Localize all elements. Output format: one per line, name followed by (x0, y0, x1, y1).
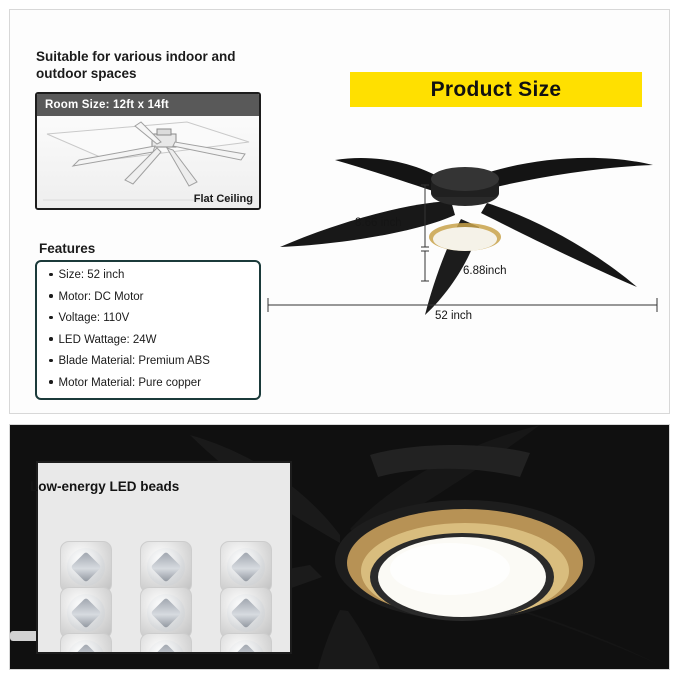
product-size-banner (350, 72, 642, 107)
bottom-panel (9, 424, 670, 670)
feature-text: Motor Material: Pure copper (58, 376, 202, 389)
list-item (49, 378, 249, 390)
led-bead (220, 587, 272, 639)
led-bead (60, 541, 112, 593)
list-item (49, 292, 249, 304)
led-bead (220, 541, 272, 593)
list-item (49, 356, 249, 368)
bullet-icon (49, 316, 53, 320)
led-bead (140, 587, 192, 639)
led-bead (220, 633, 272, 654)
banner-label: Product Size (430, 77, 562, 101)
feature-text: LED Wattage: 24W (58, 333, 157, 346)
depth-dimension-label: 6.88inch (463, 265, 507, 277)
led-bead-grid (54, 541, 278, 654)
list-item (49, 313, 249, 325)
feature-text: Blade Material: Premium ABS (58, 355, 210, 367)
led-bead (60, 587, 112, 639)
list-item (49, 270, 249, 282)
feature-text: Voltage: 110V (58, 312, 130, 324)
room-size-card (35, 92, 261, 210)
feature-text: Size: 52 inch (58, 269, 125, 281)
features-card (35, 260, 261, 400)
room-size-label: Room Size: 12ft x 14ft (37, 94, 259, 116)
fan-product-illustration (265, 115, 665, 330)
suitable-spaces-heading: Suitable for various indoor and outdoor spaces (36, 49, 236, 82)
led-bead (60, 633, 112, 654)
bullet-icon (49, 359, 53, 363)
led-bead (140, 633, 192, 654)
width-dimension-label: 52 inch (435, 310, 473, 322)
top-panel (9, 9, 670, 414)
height-dimension-label: 8.66 inch (355, 217, 402, 229)
ceiling-fan-graphic (265, 115, 665, 330)
list-item (49, 335, 249, 347)
bullet-icon (49, 273, 53, 277)
bullet-icon (49, 337, 53, 341)
flat-ceiling-caption: Flat Ceiling (193, 193, 253, 205)
feature-text: Motor: DC Motor (58, 290, 144, 303)
features-title: Features (39, 241, 96, 256)
led-bead (140, 541, 192, 593)
bullet-icon (49, 294, 53, 298)
led-beads-title: Low-energy LED beads (30, 479, 180, 494)
bullet-icon (49, 380, 53, 384)
